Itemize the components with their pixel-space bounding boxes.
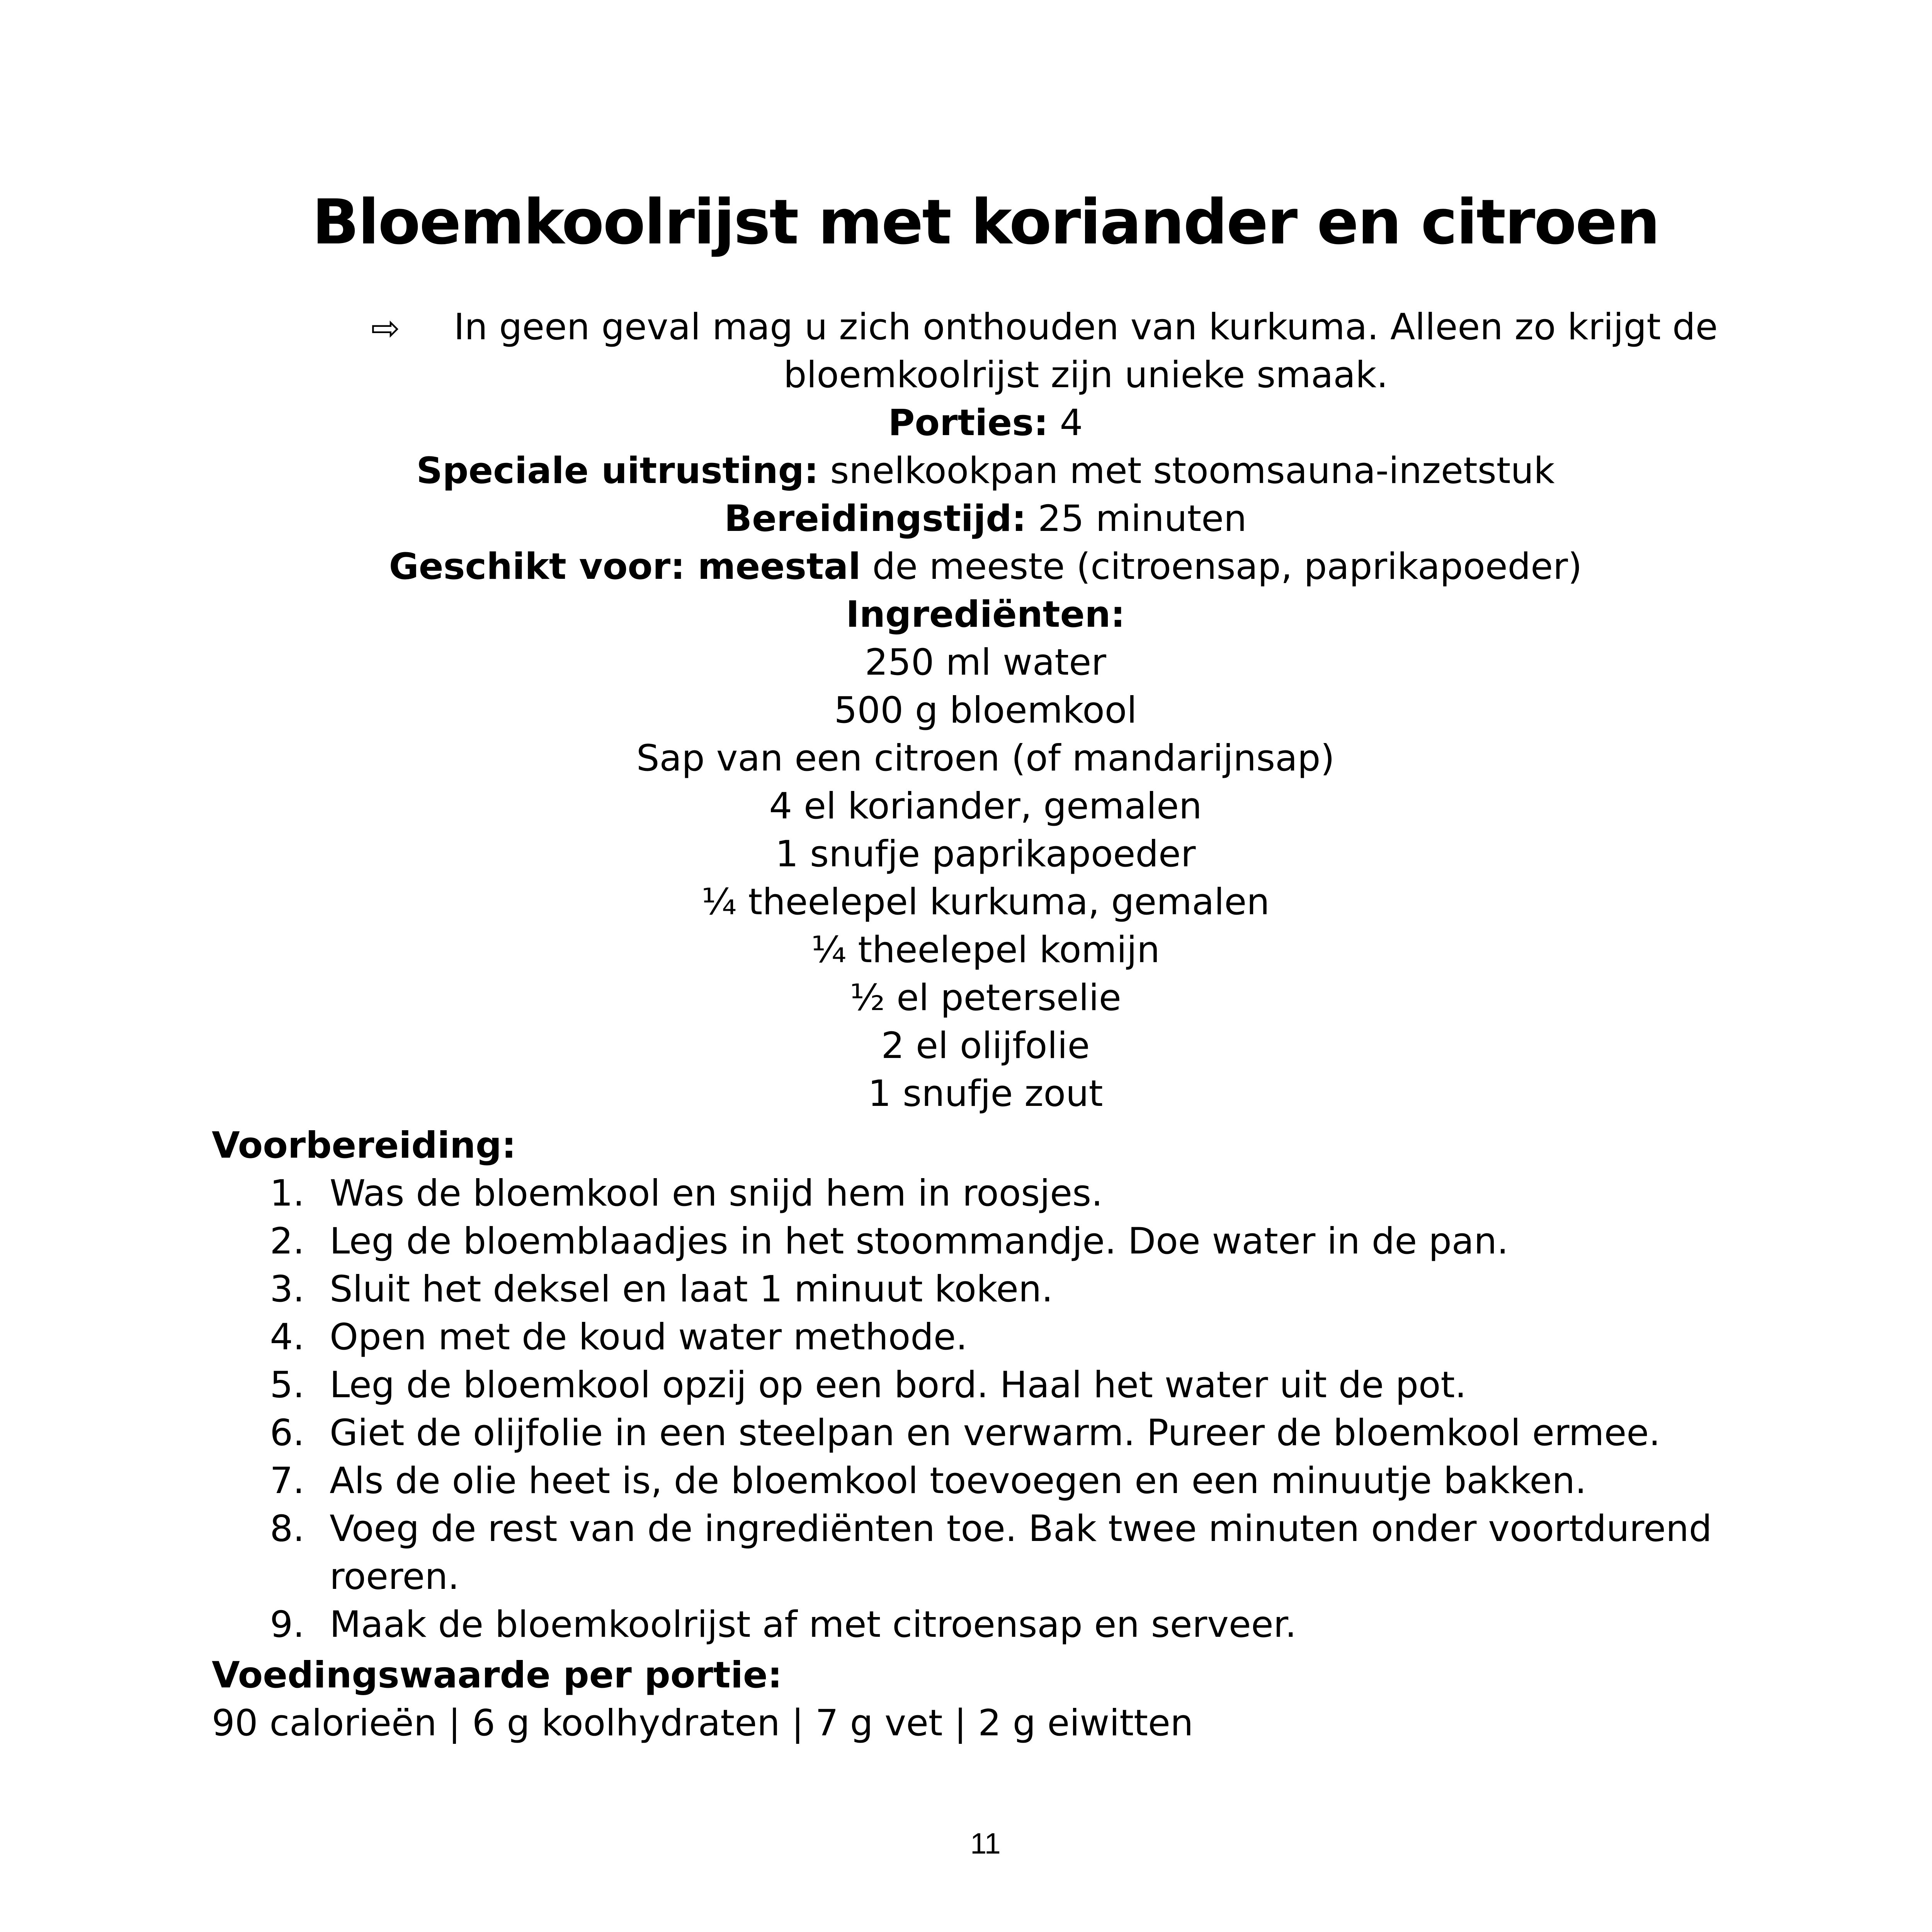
step-text: Maak de bloemkoolrijst af met citroensap en serveer.	[330, 1604, 1297, 1646]
ingredient-item: ½ el peterselie	[850, 977, 1121, 1019]
step-text: Sluit het deksel en laat 1 minuut koken.	[330, 1268, 1053, 1310]
portions-label: Porties:	[888, 402, 1048, 444]
step-item	[212, 1265, 1835, 1313]
step-text: Open met de koud water methode.	[330, 1316, 968, 1358]
step-text: Giet de olijfolie in een steelpan en verwarm. Pureer de bloemkool ermee.	[330, 1412, 1661, 1454]
recipe-title: Bloemkoolrijst met koriander en citroen	[312, 186, 1659, 258]
step-number: 4.	[270, 1316, 304, 1358]
suitable-line	[0, 543, 1932, 591]
equipment-line	[0, 447, 1932, 495]
step-number: 8.	[270, 1508, 304, 1550]
time-value: 25 minuten	[1037, 498, 1247, 540]
step-number: 1.	[270, 1172, 304, 1214]
nutrition-heading: Voedingswaarde per portie:	[212, 1654, 782, 1696]
step-number: 2.	[270, 1220, 304, 1262]
step-item	[212, 1601, 1835, 1649]
ingredient-item: 2 el olijfolie	[881, 1025, 1090, 1067]
ingredient-item: 250 ml water	[865, 641, 1106, 684]
step-item	[212, 1313, 1835, 1361]
step-item	[212, 1457, 1835, 1505]
step-number: 3.	[270, 1268, 304, 1310]
ingredient-item: 500 g bloemkool	[834, 689, 1137, 731]
step-item	[212, 1409, 1835, 1457]
step-item	[212, 1170, 1835, 1218]
equipment-value: snelkookpan met stoomsauna-inzetstuk	[830, 450, 1555, 492]
time-line	[0, 495, 1932, 543]
step-text: Voeg de rest van de ingrediënten toe. Bak twee minuten onder voortdurend roeren.	[330, 1508, 1712, 1598]
portions-value: 4	[1060, 402, 1083, 444]
preparation-steps	[212, 1170, 1835, 1649]
suitable-value: de meeste (citroensap, paprikapoeder)	[872, 546, 1582, 588]
suitable-label: Geschikt voor: meestal	[389, 546, 861, 588]
step-text: Was de bloemkool en snijd hem in roosjes.	[330, 1172, 1103, 1214]
step-number: 9.	[270, 1604, 304, 1646]
ingredients-heading: Ingrediënten:	[846, 594, 1125, 636]
step-text: Leg de bloemblaadjes in het stoommandje. Doe water in de pan.	[330, 1220, 1509, 1262]
nutrition-values: 90 calorieën | 6 g koolhydraten | 7 g vet | 2 g eiwitten	[212, 1702, 1194, 1744]
recipe-info	[0, 399, 1932, 1118]
step-text: Leg de bloemkool opzij op een bord. Haal het water uit de pot.	[330, 1364, 1467, 1406]
step-number: 5.	[270, 1364, 304, 1406]
time-label: Bereidingstijd:	[724, 498, 1027, 540]
ingredient-item: 1 snufje zout	[868, 1073, 1103, 1115]
step-item	[212, 1505, 1835, 1601]
step-number: 6.	[270, 1412, 304, 1454]
page-number: 11	[970, 1827, 1001, 1860]
step-text: Als de olie heet is, de bloemkool toevoegen en een minuutje bakken.	[330, 1460, 1587, 1502]
preparation-heading: Voorbereiding:	[212, 1124, 516, 1167]
ingredient-item: Sap van een citroen (of mandarijnsap)	[636, 737, 1335, 779]
ingredient-item: 4 el koriander, gemalen	[769, 785, 1202, 827]
step-item	[212, 1218, 1835, 1265]
equipment-label: Speciale uitrusting:	[416, 450, 819, 492]
ingredient-item: ¼ theelepel komijn	[811, 929, 1160, 971]
ingredient-item: 1 snufje paprikapoeder	[775, 833, 1196, 875]
arrow-right-icon: ⇨	[371, 308, 400, 349]
step-number: 7.	[270, 1460, 304, 1502]
ingredient-item: ¼ theelepel kurkuma, gemalen	[701, 881, 1270, 923]
step-item	[212, 1361, 1835, 1409]
portions-line	[0, 399, 1932, 447]
tip-note: In geen geval mag u zich onthouden van kurkuma. Alleen zo krijgt de bloemkoolrijst zijn unieke smaak.	[454, 306, 1718, 396]
